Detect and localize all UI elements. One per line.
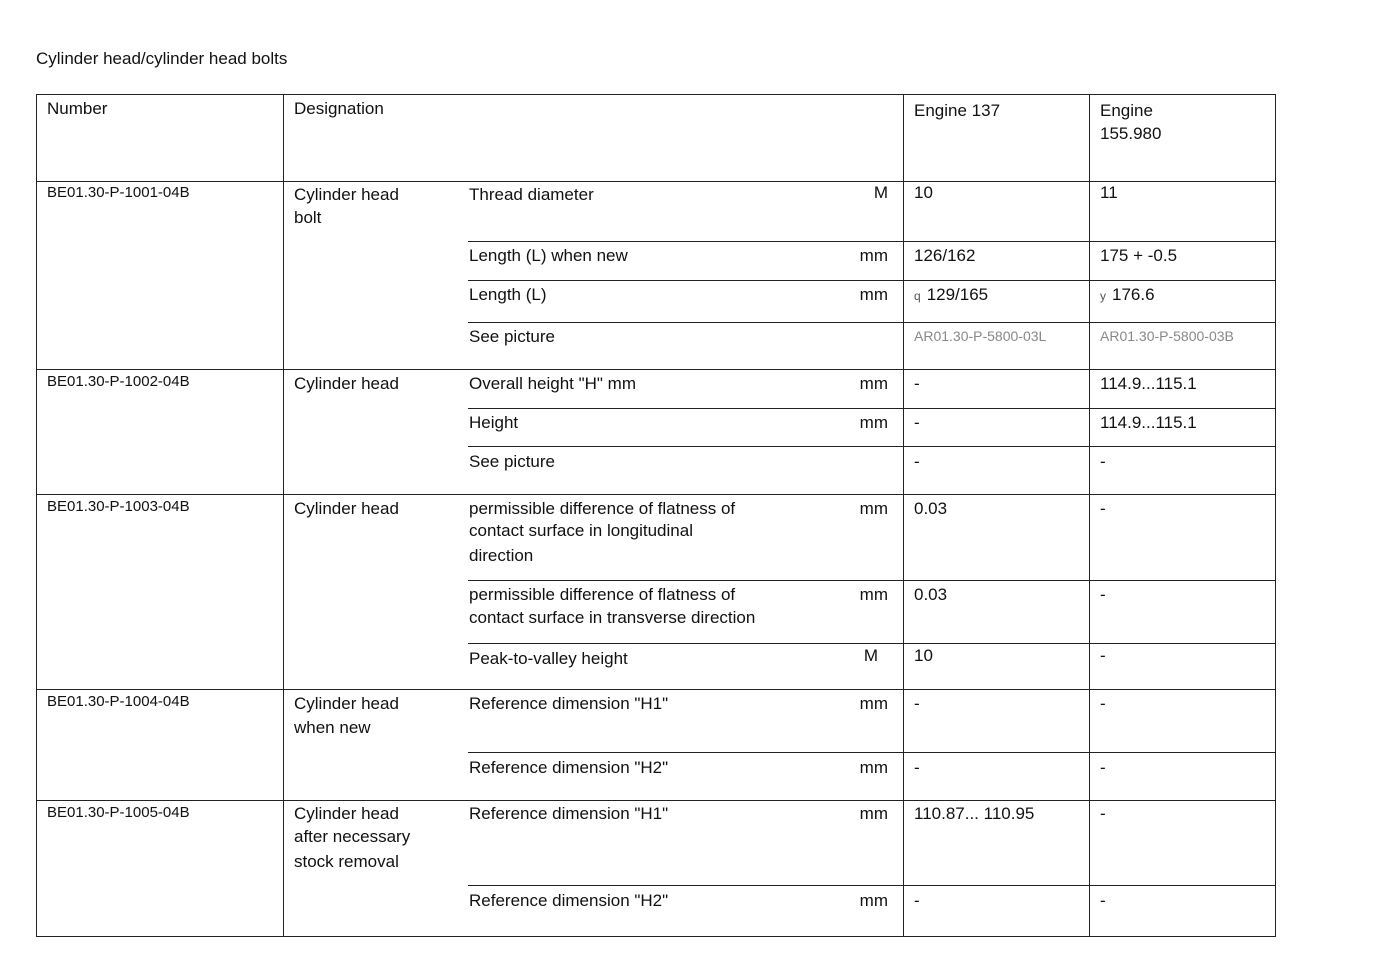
row-description: Overall height "H" mm <box>469 374 637 393</box>
subrow-divider <box>468 580 1276 581</box>
tolerance-symbol: y <box>1100 289 1106 303</box>
row-unit: mm <box>859 246 888 265</box>
row-description: Length (L) when new <box>469 246 628 265</box>
row-engine-155: 11 <box>1100 183 1118 202</box>
row-description: permissible difference of flatness of <box>469 499 736 518</box>
group-number: BE01.30-P-1003-04B <box>47 498 190 515</box>
row-description: Peak-to-valley height <box>469 649 628 668</box>
group-number: BE01.30-P-1004-04B <box>47 693 190 710</box>
row-unit: mm <box>859 585 888 604</box>
row-description: Thread diameter <box>469 185 594 204</box>
row-description: Reference dimension "H1" <box>469 804 669 823</box>
subrow-divider <box>468 280 1276 281</box>
row-engine-155: 114.9...115.1 <box>1100 374 1197 393</box>
row-engine-137: - <box>914 413 920 432</box>
row-unit: mm <box>859 804 888 823</box>
row-unit: mm <box>859 285 888 304</box>
row-description: direction <box>469 546 534 565</box>
row-engine-137: 0.03 <box>914 585 948 604</box>
row-engine-155: - <box>1100 452 1106 471</box>
group-part: when new <box>294 718 371 737</box>
subrow-divider <box>468 241 1276 242</box>
col-divider <box>903 94 904 937</box>
group-part: Cylinder head <box>294 694 399 713</box>
header-engine-155-code: 155.980 <box>1100 124 1162 143</box>
subrow-divider <box>468 752 1276 753</box>
row-engine-137: 0.03 <box>914 499 948 518</box>
row-engine-137: - <box>914 758 920 777</box>
row-engine-155: 175 + -0.5 <box>1100 246 1178 265</box>
row-divider <box>36 689 1276 690</box>
row-engine-137: 10 <box>914 646 933 665</box>
row-unit: mm <box>859 413 888 432</box>
row-engine-137: - <box>914 694 920 713</box>
row-engine-155: - <box>1100 758 1106 777</box>
row-unit: mm <box>859 374 888 393</box>
group-part: bolt <box>294 208 322 227</box>
row-engine-137: - <box>914 452 920 471</box>
row-description: Reference dimension "H2" <box>469 891 669 910</box>
row-divider <box>36 181 1276 182</box>
subrow-divider <box>468 408 1276 409</box>
group-part: Cylinder head <box>294 804 399 823</box>
row-description: Reference dimension "H1" <box>469 694 669 713</box>
row-engine-137: 126/162 <box>914 246 976 265</box>
row-engine-137: 110.87... 110.95 <box>914 804 1035 823</box>
header-engine-137: Engine 137 <box>914 101 1001 120</box>
row-engine-155: - <box>1100 804 1106 823</box>
group-number: BE01.30-P-1002-04B <box>47 373 190 390</box>
header-number: Number <box>47 99 108 118</box>
row-engine-137: - <box>914 891 920 910</box>
header-engine-155: Engine <box>1100 101 1153 120</box>
row-description: See picture <box>469 327 555 346</box>
row-unit: M <box>863 646 878 665</box>
header-designation: Designation <box>294 99 384 118</box>
row-engine-137: q 129/165 <box>914 285 989 304</box>
page-title: Cylinder head/cylinder head bolts <box>36 49 288 68</box>
group-part: Cylinder head <box>294 185 399 204</box>
group-number: BE01.30-P-1005-04B <box>47 804 190 821</box>
row-engine-155: - <box>1100 694 1106 713</box>
row-engine-137: 10 <box>914 183 933 202</box>
row-description: contact surface in longitudinal <box>469 521 693 540</box>
tolerance-symbol: q <box>914 289 921 303</box>
row-engine-137: - <box>914 374 920 393</box>
subrow-divider <box>468 446 1276 447</box>
col-divider <box>283 94 284 937</box>
row-divider <box>36 369 1276 370</box>
subrow-divider <box>468 322 1276 323</box>
row-description: Reference dimension "H2" <box>469 758 669 777</box>
picture-reference-link[interactable]: AR01.30-P-5800-03L <box>914 328 1047 344</box>
picture-reference-link[interactable]: AR01.30-P-5800-03B <box>1100 328 1234 344</box>
group-number: BE01.30-P-1001-04B <box>47 184 190 201</box>
row-unit: mm <box>859 891 888 910</box>
row-engine-155: 114.9...115.1 <box>1100 413 1197 432</box>
group-part: after necessary <box>294 827 411 846</box>
row-engine-155: - <box>1100 499 1106 518</box>
group-part: Cylinder head <box>294 499 399 518</box>
row-divider <box>36 494 1276 495</box>
row-description: See picture <box>469 452 555 471</box>
group-part: Cylinder head <box>294 374 399 393</box>
row-description: Height <box>469 413 519 432</box>
col-divider <box>1089 94 1090 937</box>
row-description: Length (L) <box>469 285 547 304</box>
group-part: stock removal <box>294 852 399 871</box>
row-unit: mm <box>859 694 888 713</box>
subrow-divider <box>468 885 1276 886</box>
row-description: permissible difference of flatness of <box>469 585 736 604</box>
row-unit: mm <box>859 758 888 777</box>
row-engine-155: - <box>1100 646 1106 665</box>
row-engine-155: - <box>1100 891 1106 910</box>
row-engine-155: y 176.6 <box>1100 285 1155 304</box>
row-unit: mm <box>859 499 888 518</box>
row-unit: M <box>873 183 888 202</box>
row-engine-155: - <box>1100 585 1106 604</box>
row-divider <box>36 800 1276 801</box>
row-description: contact surface in transverse direction <box>469 608 756 627</box>
